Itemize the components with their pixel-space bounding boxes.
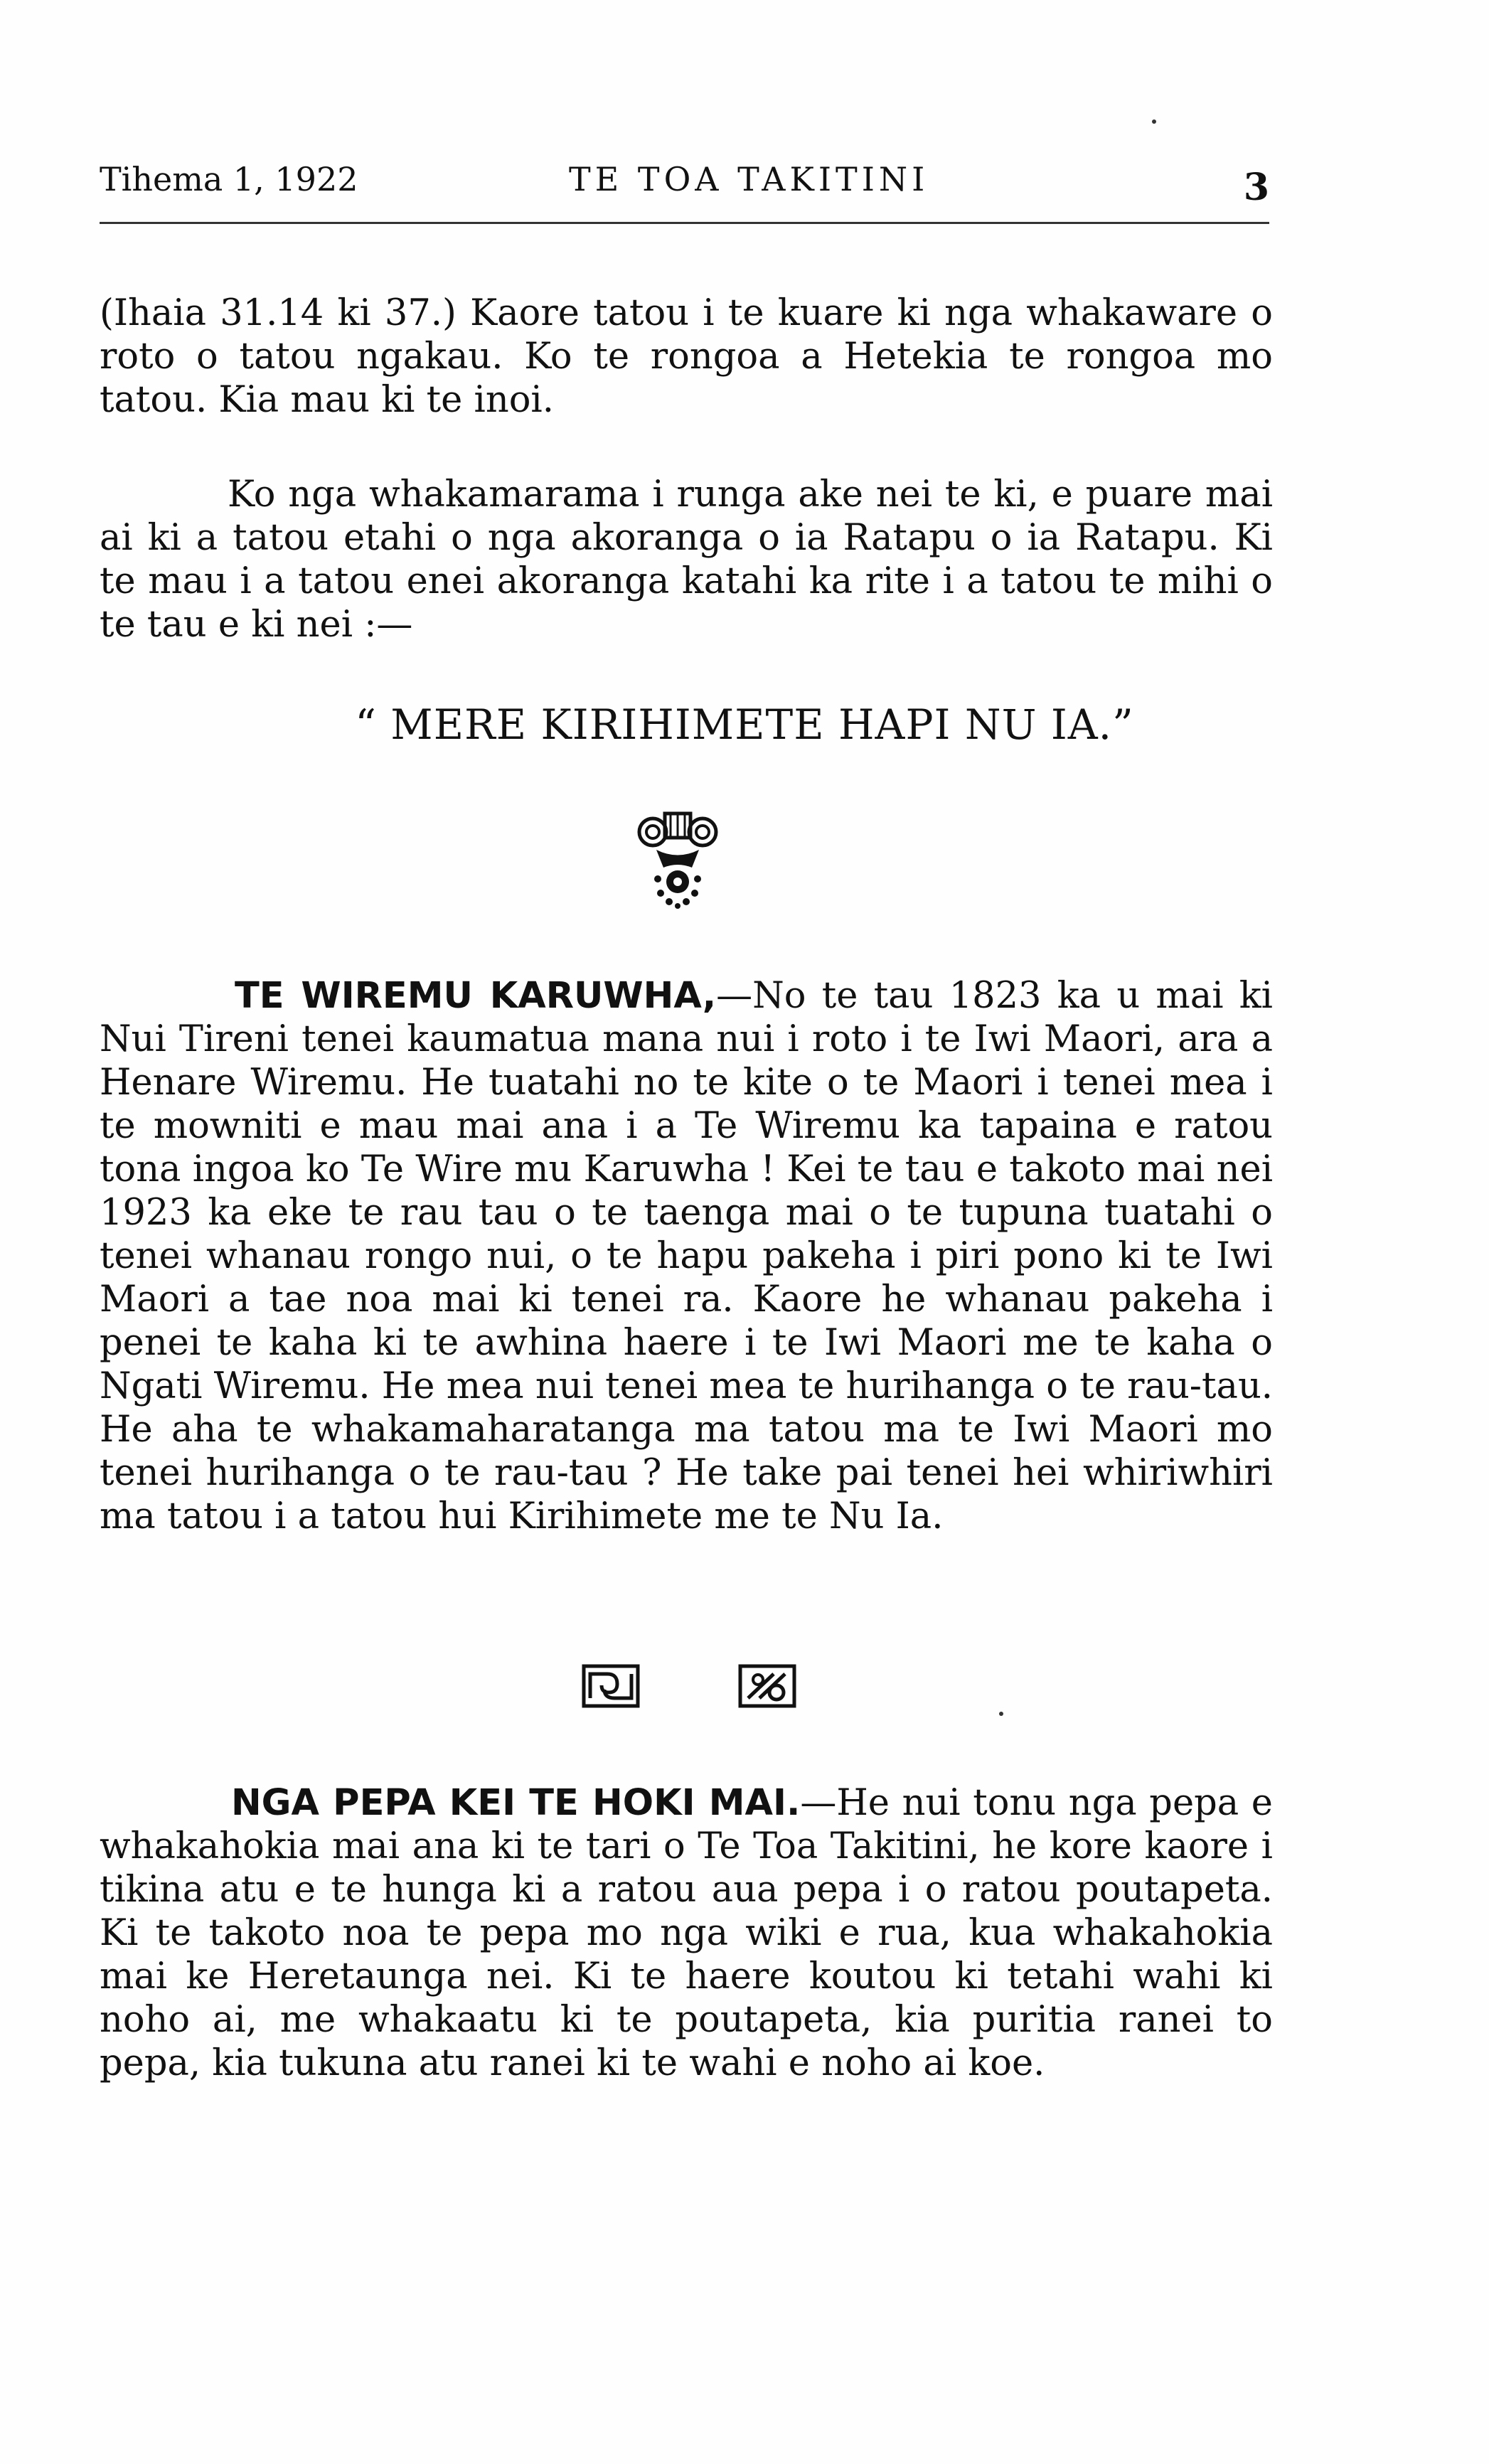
intro-text: Ko nga whakamarama i runga ake nei te ki, e puare mai ai ki a tatou etahi o nga akoranga o ia Ratapu o ia Ratapu. Ki te mau i a tatou enei akoranga katahi ka rite i a tatou te mihi o te tau e ki nei :— <box>100 474 1273 646</box>
scripture-text: (Ihaia 31.14 ki 37.) Kaore tatou i te kuare ki nga whakaware o roto o tatou ngakau. Ko te rongoa a Hetekia te rongoa mo tatou. Kia mau ki te inoi. <box>100 292 1273 421</box>
article-karuwha-body: —No te tau 1823 ka u mai ki Nui Tireni tenei kaumatua mana nui i roto i te Iwi Maori, ara a Henare Wiremu. He tuatahi no te kite o te Maori i tenei mea i te mowniti e mau mai ana i a Te Wiremu ka tapaina e ratou tona ingoa ko Te Wire mu Karuwha ! Kei te tau e takoto mai nei 1923 ka eke te rau tau o te taenga mai o te tupuna tuatahi o tenei whanau rongo nui, o te hapu pakeha i piri pono ki te Iwi Maori a tae noa mai ki tenei ra. Kaore he whanau pakeha i penei te kaha ki te awhina haere i te Iwi Maori me te kaha o Ngati Wiremu. He mea nui tenei mea te hurihanga o te rau-tau. He aha te whakamaharatanga ma tatou ma te Iwi Maori mo tenei hurihanga o te rau-tau ? He take pai tenei hei whiriwhiri ma tatou i a tatou hui Kirihimete me te Nu Ia. <box>100 975 1273 1537</box>
header-title: TE TOA TAKITINI <box>569 160 929 198</box>
header-date: Tihema 1, 1922 <box>100 160 358 198</box>
maori-motif-icon <box>635 811 720 910</box>
article-pepa-heading: NGA PEPA KEI TE HOKI MAI. <box>231 1782 801 1824</box>
ink-speck <box>999 1712 1003 1716</box>
ink-speck <box>1152 119 1156 124</box>
koru-panel-left-icon <box>582 1664 640 1708</box>
page-number: 3 <box>1243 166 1269 209</box>
article-pepa-body: —He nui tonu nga pepa e whakahokia mai ana ki te tari o Te Toa Takitini, he kore kaore i tikina atu e te hunga ki a ratou aua pepa i o ratou poutapeta. Ki te takoto noa te pepa mo nga wiki e rua, kua whakahokia mai ke Heretaunga nei. Ki te haere koutou ki tetahi wahi ki noho ai, me whakaatu ki te poutapeta, kia puritia ranei to pepa, kia tukuna atu ranei ki te wahi e noho ai koe. <box>100 1782 1273 2084</box>
intro-paragraph <box>100 473 1273 646</box>
header-rule <box>100 222 1269 224</box>
scripture-paragraph <box>100 292 1273 422</box>
article-karuwha-heading: TE WIREMU KARUWHA, <box>235 975 717 1017</box>
running-header <box>100 160 1269 209</box>
greeting-headline: “ MERE KIRIHIMETE HAPI NU IA.” <box>355 700 1134 749</box>
koru-panel-right-icon <box>738 1664 796 1708</box>
article-karuwha <box>100 974 1273 1538</box>
article-pepa <box>100 1781 1273 2085</box>
